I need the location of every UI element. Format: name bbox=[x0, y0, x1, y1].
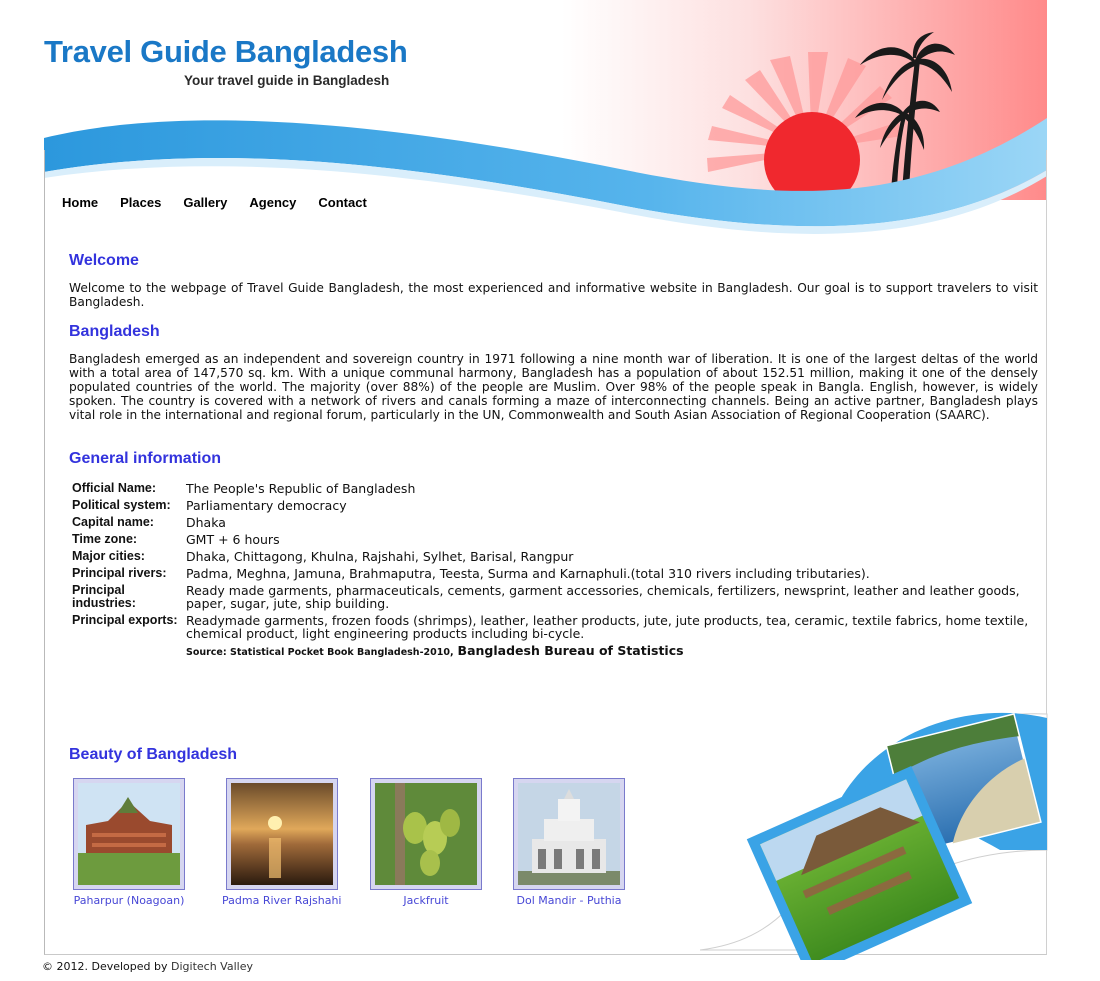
site-title[interactable]: Travel Guide Bangladesh bbox=[44, 34, 408, 69]
info-value: Readymade garments, frozen foods (shrimps), leather, leather products, jute, jute products, tea, ceramic, textile fabrics, home textile, chemical product, light engineering products including bi-cycle. bbox=[185, 613, 1029, 641]
table-row bbox=[69, 480, 1038, 497]
table-row bbox=[69, 565, 1038, 582]
table-row bbox=[69, 497, 1038, 514]
info-value: Padma, Meghna, Jamuna, Brahmaputra, Teesta, Surma and Karnaphuli.(total 310 rivers including tributaries). bbox=[185, 566, 870, 581]
beauty-heading: Beauty of Bangladesh bbox=[69, 746, 238, 763]
info-key: Principal rivers: bbox=[72, 566, 167, 580]
gallery-item-jackfruit[interactable] bbox=[370, 778, 482, 907]
padma-river-photo[interactable] bbox=[231, 783, 333, 885]
decorative-photo-collage bbox=[700, 690, 1100, 960]
info-key: Major cities: bbox=[72, 549, 145, 563]
bangladesh-heading: Bangladesh bbox=[69, 323, 160, 340]
gallery-item-padma-river[interactable] bbox=[222, 778, 341, 907]
gallery-caption[interactable]: Jackfruit bbox=[403, 894, 449, 907]
info-value: Dhaka, Chittagong, Khulna, Rajshahi, Sylhet, Barisal, Rangpur bbox=[185, 549, 574, 564]
thumbnail-frame[interactable] bbox=[73, 778, 185, 890]
table-row bbox=[69, 612, 1038, 642]
site-tagline: Your travel guide in Bangladesh bbox=[184, 73, 390, 88]
footer bbox=[42, 960, 253, 973]
welcome-text: Welcome to the webpage of Travel Guide Bangladesh, the most experienced and informative website in Bangladesh. Our goal is to support travelers to visit Bangladesh. bbox=[69, 281, 1038, 309]
info-key: Principal industries: bbox=[72, 583, 136, 610]
table-row bbox=[69, 514, 1038, 531]
info-value: GMT + 6 hours bbox=[185, 532, 280, 547]
info-value: Parliamentary democracy bbox=[185, 498, 347, 513]
info-value: Dhaka bbox=[185, 515, 226, 530]
thumbnail-frame[interactable] bbox=[370, 778, 482, 890]
nav-agency[interactable]: Agency bbox=[249, 195, 297, 210]
source-row bbox=[69, 642, 1038, 661]
main-nav bbox=[62, 195, 389, 210]
gallery-caption[interactable]: Padma River Rajshahi bbox=[222, 894, 342, 907]
nav-contact[interactable]: Contact bbox=[318, 195, 367, 210]
info-key: Time zone: bbox=[72, 532, 138, 546]
info-key: Political system: bbox=[72, 498, 171, 512]
gallery-caption[interactable]: Paharpur (Noagoan) bbox=[73, 894, 185, 907]
nav-gallery[interactable]: Gallery bbox=[183, 195, 228, 210]
info-key: Capital name: bbox=[72, 515, 154, 529]
source-citation bbox=[183, 642, 1038, 661]
dol-mandir-photo[interactable] bbox=[518, 783, 620, 885]
thumbnail-frame[interactable] bbox=[513, 778, 625, 890]
table-row bbox=[69, 548, 1038, 565]
source-label: Source: Statistical Pocket Book Bangladesh-2010, bbox=[185, 647, 454, 658]
source-org: Bangladesh Bureau of Statistics bbox=[457, 643, 684, 658]
gallery-item-dol-mandir[interactable] bbox=[513, 778, 625, 907]
developer-link[interactable]: Digitech Valley bbox=[171, 960, 253, 973]
nav-home[interactable]: Home bbox=[62, 195, 99, 210]
footer-copyright: © 2012. Developed by bbox=[42, 960, 168, 973]
gallery-item-paharpur[interactable] bbox=[73, 778, 185, 907]
nav-places[interactable]: Places bbox=[120, 195, 162, 210]
info-key: Official Name: bbox=[72, 481, 157, 495]
info-value: Ready made garments, pharmaceuticals, cements, garment accessories, chemicals, fertilizers, newsprint, leather and leather goods, paper, sugar, jute, ship building. bbox=[185, 583, 1020, 611]
general-info-table bbox=[69, 480, 1038, 661]
gallery-caption[interactable]: Dol Mandir - Puthia bbox=[516, 894, 622, 907]
info-key: Principal exports: bbox=[72, 613, 178, 627]
info-value: The People's Republic of Bangladesh bbox=[185, 481, 416, 496]
jackfruit-photo[interactable] bbox=[375, 783, 477, 885]
table-row bbox=[69, 531, 1038, 548]
photo-gallery bbox=[69, 778, 669, 918]
thumbnail-frame[interactable] bbox=[226, 778, 338, 890]
welcome-heading: Welcome bbox=[69, 252, 139, 269]
paharpur-photo[interactable] bbox=[78, 783, 180, 885]
bangladesh-text: Bangladesh emerged as an independent and sovereign country in 1971 following a nine month war of liberation. It is one of the largest deltas of the world with a total area of 147,570 sq. km. With a unique communal harmony, Bangladesh has a population of about 152.51 million, making it one of the densely populated countries of the world. The majority (over 88%) of the people are Muslim. Over 98% of the people speak in Bangla. English, however, is widely spoken. The country is covered with a network of rivers and canals forming a maze of interconnecting channels. Being an active partner, Bangladesh plays vital role in the international and regional forum, particularly in the UN, Commonwealth and South Asian Association of Regional Cooperation (SAARC). bbox=[69, 352, 1038, 422]
general-info-heading: General information bbox=[69, 450, 222, 467]
table-row bbox=[69, 582, 1038, 612]
